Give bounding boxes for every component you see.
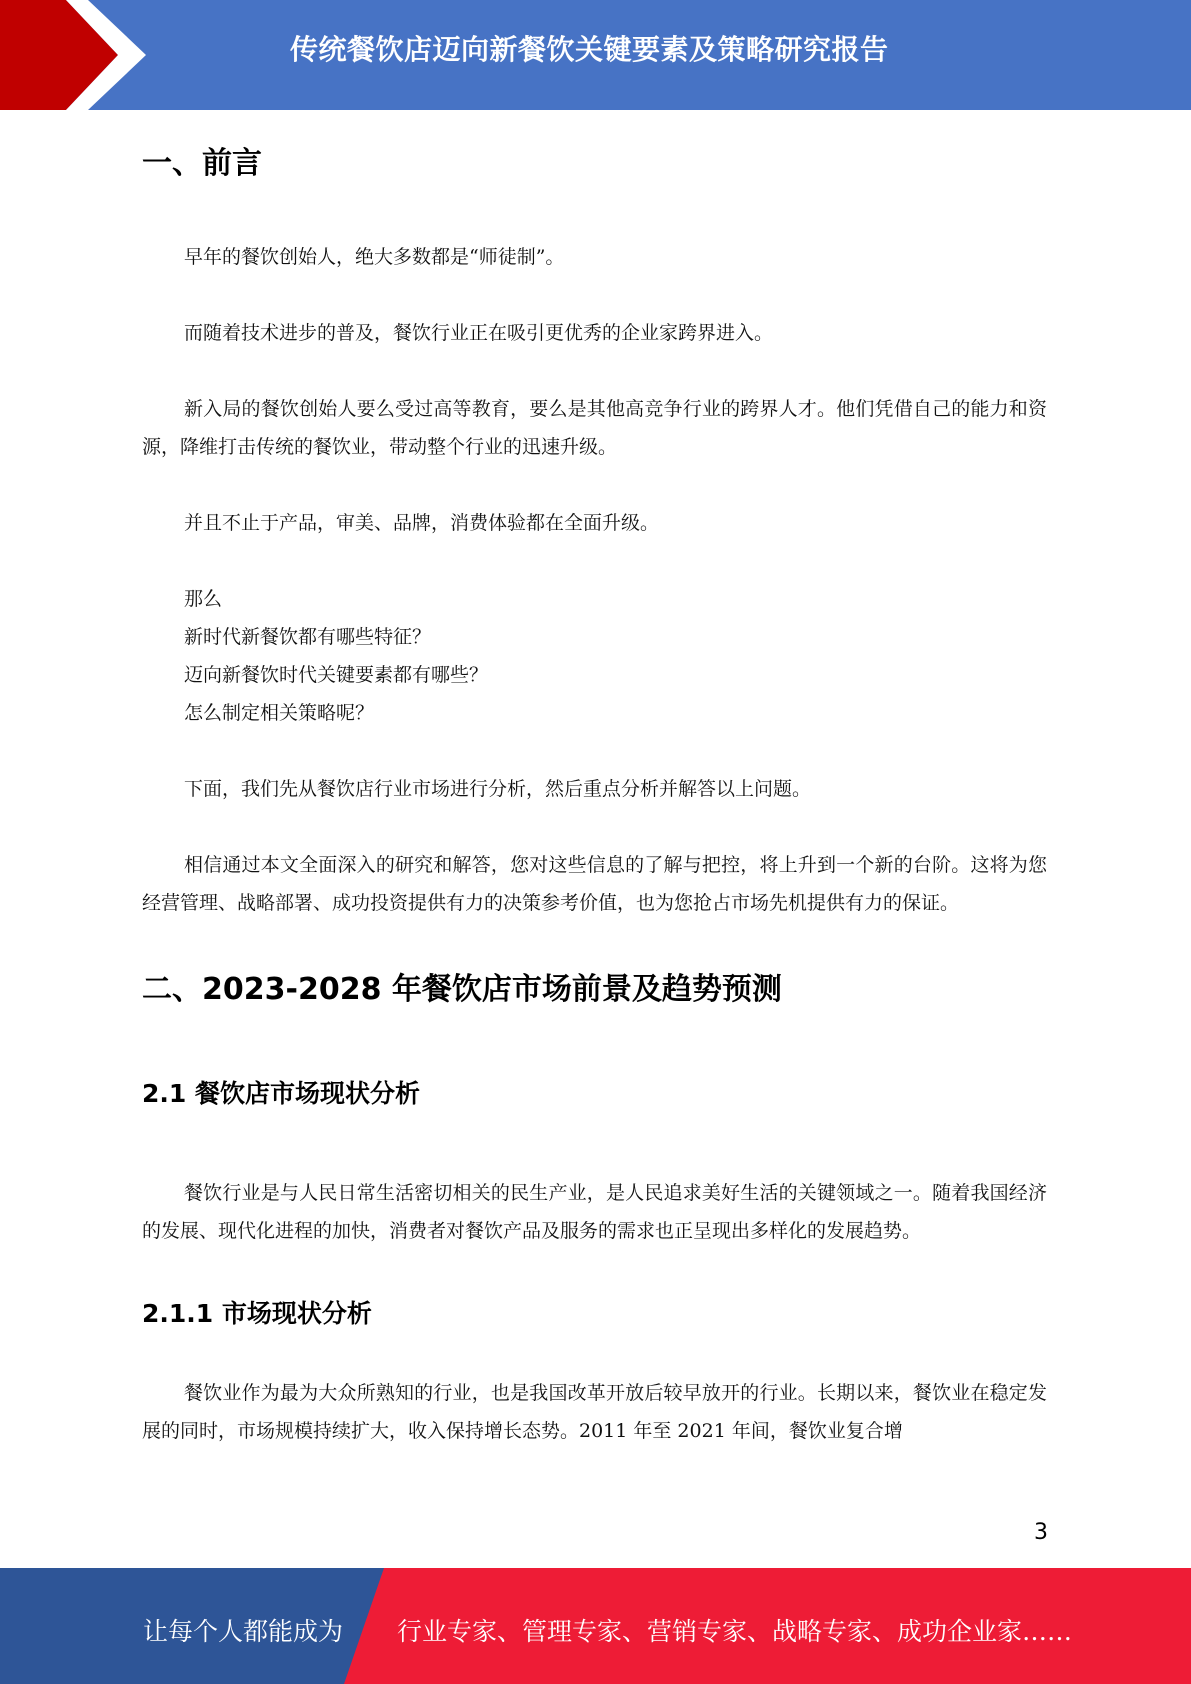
report-title: 传统餐饮店迈向新餐饮关键要素及策略研究报告 (290, 33, 889, 66)
paragraph: 餐饮行业是与人民日常生活密切相关的民生产业，是人民追求美好生活的关键领域之一。随着我国经济的发展、现代化进程的加快，消费者对餐饮产品及服务的需求也正呈现出多样化的发展趋势。 (142, 1182, 1047, 1242)
page-footer (0, 1568, 1191, 1684)
question-line: 怎么制定相关策略呢？ (184, 702, 375, 724)
question-line: 那么 (184, 588, 223, 610)
section-2-1-heading: 2.1 餐饮店市场现状分析 (142, 1079, 420, 1108)
footer-slogan-right: 行业专家、管理专家、营销专家、战略专家、成功企业家…… (397, 1617, 1073, 1646)
question-line: 新时代新餐饮都有哪些特征？ (184, 626, 432, 648)
section-2-1-1-heading: 2.1.1 市场现状分析 (142, 1299, 372, 1328)
main-content (142, 138, 1047, 1450)
question-line: 迈向新餐饮时代关键要素都有哪些？ (184, 664, 489, 686)
paragraph: 并且不止于产品，审美、品牌，消费体验都在全面升级。 (184, 512, 660, 534)
page-header (0, 0, 1191, 110)
section-2-heading: 二、2023-2028 年餐饮店市场前景及趋势预测 (142, 972, 782, 1007)
paragraph: 相信通过本文全面深入的研究和解答，您对这些信息的了解与把控，将上升到一个新的台阶。这将为您经营管理、战略部署、成功投资提供有力的决策参考价值，也为您抢占市场先机提供有力的保证。 (142, 854, 1047, 914)
paragraph: 新入局的餐饮创始人要么受过高等教育，要么是其他高竞争行业的跨界人才。他们凭借自己的能力和资源，降维打击传统的餐饮业，带动整个行业的迅速升级。 (142, 398, 1047, 458)
section-1-heading: 一、前言 (142, 146, 262, 181)
paragraph: 早年的餐饮创始人，绝大多数都是“师徒制”。 (184, 246, 565, 268)
paragraph: 下面，我们先从餐饮店行业市场进行分析，然后重点分析并解答以上问题。 (184, 778, 812, 800)
footer-slogan-left: 让每个人都能成为 (143, 1617, 344, 1646)
paragraph: 而随着技术进步的普及，餐饮行业正在吸引更优秀的企业家跨界进入。 (184, 322, 774, 344)
paragraph: 餐饮业作为最为大众所熟知的行业，也是我国改革开放后较早放开的行业。长期以来，餐饮业在稳定发展的同时，市场规模持续扩大，收入保持增长态势。2011 年至 2021 年间，餐饮业复合增 (142, 1382, 1047, 1442)
page-number: 3 (1034, 1520, 1048, 1545)
